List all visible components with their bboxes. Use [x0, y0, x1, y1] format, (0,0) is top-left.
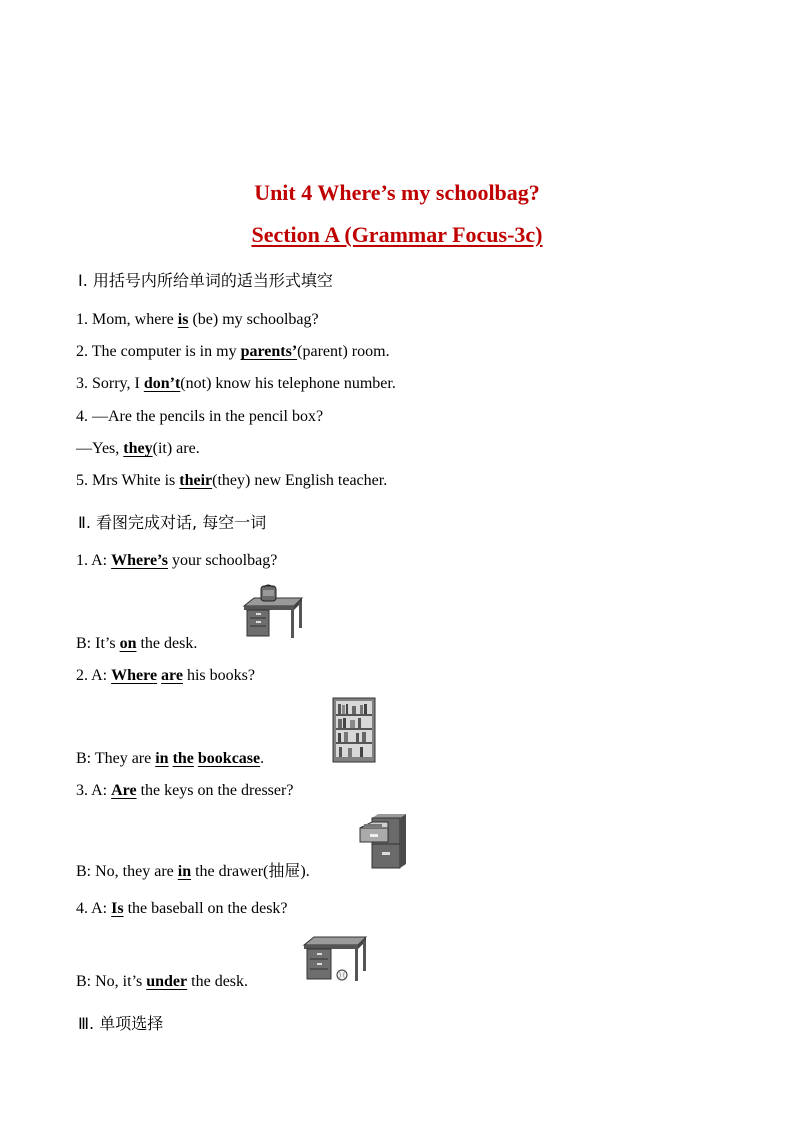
- question-2: [76, 343, 390, 361]
- d4b-answer: under: [146, 973, 188, 990]
- d3a-rest: the keys on the dresser?: [136, 782, 294, 799]
- d1a-text: 1. A:: [76, 552, 112, 569]
- q4-answer: they: [123, 440, 153, 457]
- q5-text: 5. Mrs White is: [76, 472, 180, 489]
- q2-answer: parents’: [240, 343, 298, 360]
- filing-cabinet-drawer-icon: [358, 814, 408, 870]
- d2a-text: 2. A:: [76, 667, 112, 684]
- q2-hint: (parent) room.: [297, 343, 390, 360]
- dialogue-2-b: [76, 750, 264, 768]
- d1a-rest: your schoolbag?: [168, 552, 278, 569]
- d2b-answer-1: in: [155, 750, 169, 767]
- dialogue-3-b: [76, 858, 310, 881]
- question-3: [76, 375, 396, 393]
- d3a-answer: Are: [111, 782, 137, 799]
- d4a-answer: Is: [111, 900, 124, 917]
- d2a-rest: his books?: [182, 667, 255, 684]
- q2-text: 2. The computer is in my: [76, 343, 241, 360]
- d1b-rest: the desk.: [136, 635, 198, 652]
- q1-hint: (be) my schoolbag?: [188, 311, 319, 328]
- d3b-text: B: No, they are: [76, 863, 178, 880]
- part2-heading: Ⅱ. 看图完成对话, 每空一词: [78, 513, 267, 532]
- desk-with-schoolbag-icon: [242, 584, 304, 640]
- dialogue-2-a: [76, 667, 255, 685]
- d4b-text: B: No, it’s: [76, 973, 147, 990]
- q1-answer: is: [177, 311, 189, 328]
- part3-heading: Ⅲ. 单项选择: [78, 1014, 164, 1033]
- d4a-rest: the baseball on the desk?: [123, 900, 288, 917]
- d3b-answer: in: [177, 863, 192, 880]
- q4-text: —Yes,: [76, 440, 124, 457]
- q4-hint: (it) are.: [152, 440, 200, 457]
- q5-hint: (they) new English teacher.: [212, 472, 388, 489]
- section-title: Section A (Grammar Focus-3c): [251, 222, 543, 247]
- q5-answer: their: [179, 472, 213, 489]
- d1b-text: B: It’s: [76, 635, 120, 652]
- q3-answer: don’t: [143, 375, 181, 392]
- d1a-answer: Where’s: [111, 552, 168, 569]
- d2b-answer-2: the: [172, 750, 194, 767]
- question-5: [76, 472, 387, 490]
- question-4-line-2: [76, 440, 200, 458]
- q3-hint: (not) know his telephone number.: [180, 375, 396, 392]
- q1-text: 1. Mom, where: [76, 311, 178, 328]
- d4b-rest: the desk.: [187, 973, 249, 990]
- question-1: [76, 311, 319, 329]
- d2b-text: B: They are: [76, 750, 156, 767]
- d2b-rest: .: [260, 750, 265, 767]
- q3-text: 3. Sorry, I: [76, 375, 144, 392]
- question-4-line-1: 4. —Are the pencils in the pencil box?: [76, 408, 324, 425]
- bookcase-icon: [332, 697, 376, 763]
- dialogue-1-a: [76, 552, 277, 570]
- unit-title: Unit 4 Where’s my schoolbag?: [254, 180, 540, 205]
- part1-heading: Ⅰ. 用括号内所给单词的适当形式填空: [78, 271, 333, 290]
- dialogue-4-b: [76, 973, 248, 991]
- d3b-rest: the drawer(抽屉).: [191, 863, 310, 880]
- d2b-answer-3: bookcase: [197, 750, 261, 767]
- desk-with-ball-under-icon: [302, 935, 368, 985]
- dialogue-1-b: [76, 635, 197, 653]
- dialogue-3-a: [76, 782, 293, 800]
- d4a-text: 4. A:: [76, 900, 112, 917]
- dialogue-4-a: [76, 900, 288, 918]
- d3a-text: 3. A:: [76, 782, 112, 799]
- d2a-answer-2: are: [161, 667, 183, 684]
- d2a-answer-1: Where: [111, 667, 158, 684]
- d1b-answer: on: [119, 635, 137, 652]
